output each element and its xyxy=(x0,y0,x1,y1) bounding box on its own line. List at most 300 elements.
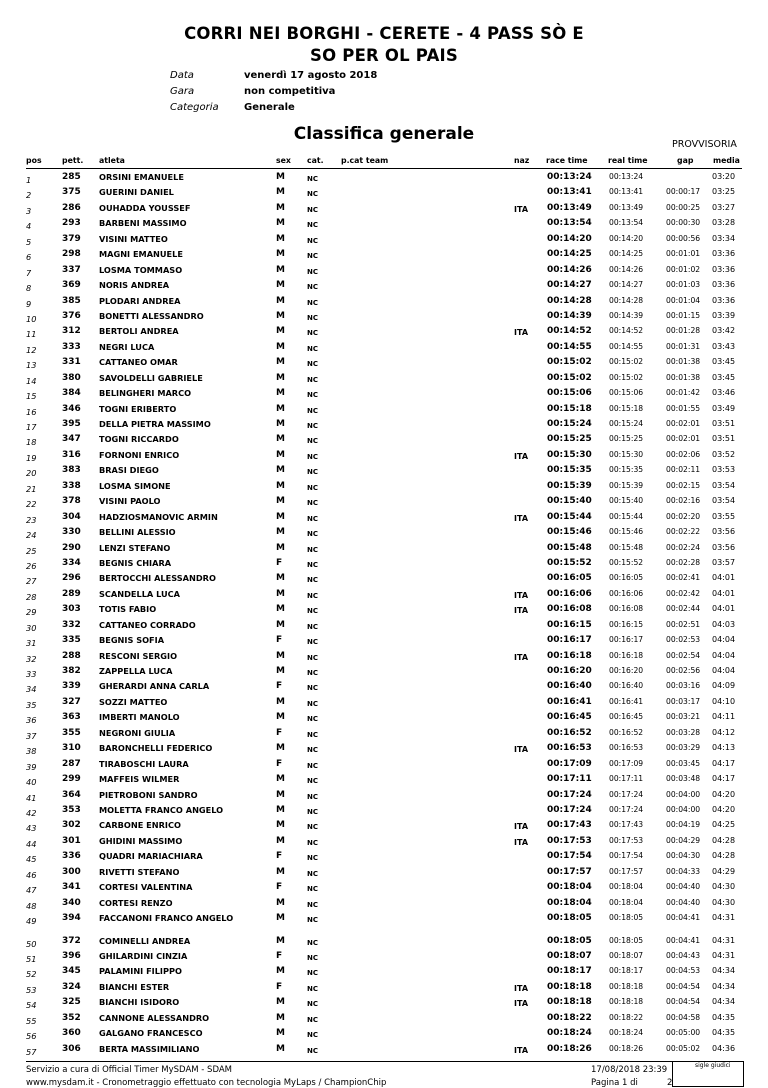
cell-media: 04:35 xyxy=(712,1012,736,1022)
classifica-title: Classifica generale xyxy=(293,124,475,144)
cell-real: 00:18:17 xyxy=(609,966,644,976)
cell-real: 00:14:26 xyxy=(609,264,644,274)
cell-sex: M xyxy=(276,1028,285,1039)
cell-name: GHIDINI MASSIMO xyxy=(99,835,183,846)
cell-naz: ITA xyxy=(514,837,529,847)
cell-cat: NC xyxy=(307,437,318,446)
cell-sex: M xyxy=(276,604,285,615)
cell-gap: 00:02:11 xyxy=(666,465,701,475)
table-row xyxy=(0,218,768,233)
cell-media: 03:45 xyxy=(712,372,736,382)
cell-sex: M xyxy=(276,465,285,476)
cell-cat: NC xyxy=(307,175,318,183)
cell-real: 00:16:20 xyxy=(609,666,644,675)
cell-pett: 340 xyxy=(62,897,81,908)
cell-name: PLODARI ANDREA xyxy=(99,295,181,306)
cell-media: 04:04 xyxy=(712,666,736,675)
cell-pett: 380 xyxy=(62,372,81,383)
cell-pett: 363 xyxy=(62,712,81,723)
cell-gap: 00:02:42 xyxy=(666,588,701,598)
cell-pos: 39 xyxy=(26,761,37,772)
cell-media: 04:28 xyxy=(712,851,736,861)
cell-gap: 00:05:02 xyxy=(666,1043,701,1053)
footer-datetime: 17/08/2018 23:39 xyxy=(591,1065,668,1075)
cell-cat: NC xyxy=(307,699,318,708)
cell-real: 00:15:48 xyxy=(609,542,644,552)
cell-name: LOSMA SIMONE xyxy=(99,480,171,491)
cell-pett: 302 xyxy=(62,820,81,831)
cell-sex: F xyxy=(276,981,283,992)
cell-cat: NC xyxy=(307,969,318,978)
cell-gap: 00:03:48 xyxy=(666,774,701,784)
cell-media: 03:36 xyxy=(712,280,736,290)
table-row xyxy=(0,234,768,249)
table-row xyxy=(0,357,768,372)
cell-sex: M xyxy=(276,997,285,1008)
cell-sex: M xyxy=(276,249,285,260)
cell-race: 00:14:52 xyxy=(547,326,592,337)
header-divider xyxy=(26,168,742,169)
col-sex: sex xyxy=(276,156,291,165)
cell-real: 00:14:52 xyxy=(609,326,644,336)
cell-pett: 372 xyxy=(62,935,81,946)
cell-media: 04:25 xyxy=(712,820,736,830)
cell-media: 03:56 xyxy=(712,527,736,537)
cell-pett: 352 xyxy=(62,1012,81,1023)
cell-cat: NC xyxy=(307,777,318,786)
cell-race: 00:16:52 xyxy=(547,727,592,738)
cell-sex: F xyxy=(276,882,283,893)
cell-cat: NC xyxy=(307,375,318,384)
cell-name: SOZZI MATTEO xyxy=(99,696,168,707)
table-header xyxy=(0,156,768,168)
cell-race: 00:15:35 xyxy=(547,465,592,476)
cell-pett: 339 xyxy=(62,681,81,692)
cell-race: 00:13:41 xyxy=(547,187,592,198)
cell-name: FORNONI ENRICO xyxy=(99,449,180,460)
cell-media: 03:54 xyxy=(712,496,736,506)
cell-sex: M xyxy=(276,388,285,399)
col-pos: pos xyxy=(26,156,42,165)
cell-cat: NC xyxy=(307,792,318,801)
cell-sex: M xyxy=(276,527,285,538)
cell-real: 00:15:44 xyxy=(609,511,644,521)
table-row xyxy=(0,296,768,311)
cell-sex: F xyxy=(276,727,283,738)
cell-race: 00:13:54 xyxy=(547,218,592,229)
cell-name: RESCONI SERGIO xyxy=(99,650,178,661)
cell-media: 04:03 xyxy=(712,619,736,629)
cell-pos: 38 xyxy=(26,746,37,757)
table-row xyxy=(0,966,768,981)
cell-name: CATTANEO CORRADO xyxy=(99,619,196,630)
cell-media: 04:29 xyxy=(712,866,736,876)
table-row xyxy=(0,342,768,357)
cell-real: 00:17:24 xyxy=(609,789,644,799)
cell-gap: 00:04:33 xyxy=(666,866,701,876)
cell-cat: NC xyxy=(307,653,318,662)
cell-sex: M xyxy=(276,696,285,707)
cell-pett: 300 xyxy=(62,866,81,877)
cell-sex: F xyxy=(276,635,283,646)
table-row xyxy=(0,1028,768,1043)
cell-race: 00:16:20 xyxy=(547,666,592,676)
cell-real: 00:13:24 xyxy=(609,172,644,181)
cell-race: 00:15:02 xyxy=(547,372,592,383)
cell-pos: 49 xyxy=(26,916,37,926)
cell-media: 03:25 xyxy=(712,187,736,197)
cell-real: 00:16:45 xyxy=(609,712,644,722)
cell-gap: 00:02:01 xyxy=(666,419,701,428)
cell-name: FACCANONI FRANCO ANGELO xyxy=(99,913,234,923)
cell-media: 04:17 xyxy=(712,758,736,768)
cell-sex: M xyxy=(276,588,285,599)
cell-gap: 00:01:55 xyxy=(666,403,701,413)
cell-sex: M xyxy=(276,202,285,213)
cell-real: 00:15:52 xyxy=(609,557,644,567)
cell-pos: 22 xyxy=(26,499,37,510)
meta-row-gara xyxy=(170,86,377,102)
cell-media: 03:45 xyxy=(712,357,736,367)
col-media: media xyxy=(713,156,740,165)
table-row xyxy=(0,512,768,527)
cell-pos: 21 xyxy=(26,483,37,494)
cell-pett: 286 xyxy=(62,202,81,213)
col-gap: gap xyxy=(677,156,694,165)
cell-name: GHERARDI ANNA CARLA xyxy=(99,681,210,692)
cell-cat: NC xyxy=(307,205,318,214)
cell-race: 00:18:05 xyxy=(547,913,592,923)
cell-pos: 42 xyxy=(26,807,37,818)
cell-race: 00:18:04 xyxy=(547,882,592,893)
cell-sex: M xyxy=(276,1043,285,1054)
cell-race: 00:14:55 xyxy=(547,341,592,352)
footer-page-total: 2 xyxy=(667,1078,673,1088)
cell-pos: 19 xyxy=(26,452,37,463)
cell-sex: M xyxy=(276,573,285,584)
cell-pos: 12 xyxy=(26,344,37,355)
cell-media: 03:53 xyxy=(712,465,736,475)
cell-real: 00:13:54 xyxy=(609,218,644,228)
cell-sex: M xyxy=(276,172,285,182)
meta-value: venerdì 17 agosto 2018 xyxy=(244,70,378,81)
col-cat: cat. xyxy=(307,156,324,165)
cell-sex: M xyxy=(276,310,285,321)
cell-pos: 28 xyxy=(26,591,37,602)
cell-pos: 20 xyxy=(26,468,37,479)
cell-gap: 00:02:56 xyxy=(666,666,701,675)
cell-media: 04:28 xyxy=(712,835,736,845)
cell-gap: 00:04:54 xyxy=(666,981,701,991)
cell-gap: 00:01:02 xyxy=(666,264,701,274)
table-row xyxy=(0,882,768,897)
cell-pos: 31 xyxy=(26,638,37,649)
cell-name: TIRABOSCHI LAURA xyxy=(99,758,189,769)
cell-real: 00:18:07 xyxy=(609,950,644,960)
cell-pos: 25 xyxy=(26,545,37,556)
col-naz: naz xyxy=(514,156,530,165)
cell-gap: 00:02:44 xyxy=(666,604,701,614)
cell-real: 00:14:39 xyxy=(609,310,644,320)
cell-gap: 00:04:00 xyxy=(666,804,701,814)
table-row xyxy=(0,496,768,511)
cell-race: 00:16:08 xyxy=(547,604,592,615)
cell-cat: NC xyxy=(307,530,318,539)
cell-sex: M xyxy=(276,542,285,553)
cell-pett: 337 xyxy=(62,264,81,275)
cell-race: 00:15:39 xyxy=(547,480,592,491)
cell-race: 00:17:53 xyxy=(547,835,592,846)
cell-pos: 30 xyxy=(26,622,37,633)
cell-pett: 341 xyxy=(62,882,81,893)
cell-cat: NC xyxy=(307,468,318,477)
cell-sex: M xyxy=(276,496,285,507)
cell-sex: F xyxy=(276,557,283,568)
cell-real: 00:17:54 xyxy=(609,851,644,861)
cell-sex: M xyxy=(276,511,285,522)
table-row xyxy=(0,712,768,727)
cell-gap: 00:02:01 xyxy=(666,434,701,444)
cell-real: 00:17:11 xyxy=(609,774,644,784)
cell-real: 00:15:25 xyxy=(609,434,644,444)
cell-name: QUADRI MARIACHIARA xyxy=(99,851,203,862)
col-pcat-team: p.cat team xyxy=(341,156,389,165)
cell-real: 00:14:25 xyxy=(609,249,644,259)
cell-gap: 00:01:28 xyxy=(666,326,701,336)
cell-media: 03:36 xyxy=(712,295,736,305)
provvisoria-label: PROVVISORIA xyxy=(672,139,737,150)
cell-pett: 385 xyxy=(62,295,81,306)
cell-gap: 00:00:30 xyxy=(666,218,701,228)
cell-pos: 24 xyxy=(26,530,37,541)
cell-media: 03:51 xyxy=(712,434,736,444)
cell-real: 00:18:22 xyxy=(609,1012,644,1022)
cell-media: 04:01 xyxy=(712,573,736,583)
cell-name: LOSMA TOMMASO xyxy=(99,264,183,275)
cell-sex: M xyxy=(276,187,285,198)
footer-divider xyxy=(26,1061,742,1062)
cell-cat: NC xyxy=(307,236,318,245)
cell-race: 00:15:25 xyxy=(547,434,592,445)
cell-cat: NC xyxy=(307,807,318,816)
cell-pett: 360 xyxy=(62,1028,81,1039)
cell-cat: NC xyxy=(307,576,318,585)
cell-pos: 45 xyxy=(26,854,37,865)
cell-pett: 303 xyxy=(62,604,81,615)
cell-race: 00:15:48 xyxy=(547,542,592,553)
cell-sex: F xyxy=(276,851,283,862)
cell-cat: NC xyxy=(307,684,318,693)
cell-media: 04:11 xyxy=(712,712,736,722)
cell-gap: 00:01:31 xyxy=(666,341,701,351)
cell-sex: M xyxy=(276,480,285,491)
cell-cat: NC xyxy=(307,298,318,307)
cell-gap: 00:04:43 xyxy=(666,950,701,960)
cell-name: HADZIOSMANOVIC ARMIN xyxy=(99,511,218,522)
cell-sex: M xyxy=(276,666,285,676)
cell-race: 00:16:41 xyxy=(547,696,592,707)
cell-pos: 46 xyxy=(26,869,37,880)
cell-media: 03:46 xyxy=(712,388,736,398)
cell-race: 00:17:11 xyxy=(547,774,592,785)
cell-cat: NC xyxy=(307,344,318,353)
cell-gap: 00:02:54 xyxy=(666,650,701,660)
cell-race: 00:15:24 xyxy=(547,419,592,429)
table-row xyxy=(0,265,768,280)
cell-gap: 00:02:16 xyxy=(666,496,701,506)
cell-gap: 00:01:15 xyxy=(666,310,701,320)
cell-sex: M xyxy=(276,743,285,754)
table-row xyxy=(0,743,768,758)
cell-naz: ITA xyxy=(514,999,529,1009)
cell-naz: ITA xyxy=(514,328,529,338)
cell-race: 00:17:24 xyxy=(547,789,592,800)
cell-real: 00:16:40 xyxy=(609,681,644,691)
cell-cat: NC xyxy=(307,607,318,616)
cell-gap: 00:02:22 xyxy=(666,527,701,537)
cell-race: 00:17:54 xyxy=(547,851,592,862)
cell-pett: 378 xyxy=(62,496,81,507)
cell-cat: NC xyxy=(307,391,318,400)
cell-media: 03:51 xyxy=(712,419,736,428)
cell-name: GUERINI DANIEL xyxy=(99,187,174,198)
table-row xyxy=(0,898,768,913)
cell-sex: M xyxy=(276,712,285,723)
meta-value: Generale xyxy=(244,102,295,113)
cell-cat: NC xyxy=(307,252,318,261)
cell-pett: 334 xyxy=(62,557,81,568)
cell-pos: 13 xyxy=(26,360,37,371)
cell-media: 04:20 xyxy=(712,789,736,799)
cell-pett: 338 xyxy=(62,480,81,491)
cell-media: 04:01 xyxy=(712,588,736,598)
cell-media: 04:31 xyxy=(712,913,736,922)
cell-gap: 00:04:00 xyxy=(666,789,701,799)
cell-pos: 35 xyxy=(26,699,37,710)
cell-gap: 00:03:16 xyxy=(666,681,701,691)
cell-race: 00:18:18 xyxy=(547,981,592,992)
cell-name: VISINI MATTEO xyxy=(99,233,168,244)
cell-cat: NC xyxy=(307,669,318,677)
cell-race: 00:18:17 xyxy=(547,966,592,977)
cell-gap: 00:01:38 xyxy=(666,357,701,367)
cell-real: 00:17:09 xyxy=(609,758,644,768)
cell-gap: 00:00:17 xyxy=(666,187,701,197)
cell-sex: M xyxy=(276,835,285,846)
cell-race: 00:16:05 xyxy=(547,573,592,584)
cell-real: 00:18:04 xyxy=(609,897,644,907)
cell-name: CARBONE ENRICO xyxy=(99,820,181,831)
cell-real: 00:18:24 xyxy=(609,1028,644,1038)
cell-media: 03:57 xyxy=(712,557,736,567)
cell-cat: NC xyxy=(307,591,318,600)
footer-website: www.mysdam.it - Cronometraggio effettuato con tecnologia MyLaps / ChampionChip xyxy=(26,1078,387,1088)
cell-cat: NC xyxy=(307,483,318,492)
cell-real: 00:16:05 xyxy=(609,573,644,583)
cell-gap: 00:01:04 xyxy=(666,295,701,305)
meta-value: non competitiva xyxy=(244,86,336,97)
cell-race: 00:14:20 xyxy=(547,233,592,244)
cell-real: 00:15:18 xyxy=(609,403,644,413)
cell-pos: 43 xyxy=(26,823,37,834)
cell-pos: 53 xyxy=(26,984,37,995)
table-row xyxy=(0,982,768,997)
table-row xyxy=(0,1044,768,1059)
cell-real: 00:16:06 xyxy=(609,588,644,598)
cell-naz: ITA xyxy=(514,1045,529,1055)
cell-pett: 296 xyxy=(62,573,81,584)
cell-sex: M xyxy=(276,295,285,306)
cell-pett: 304 xyxy=(62,511,81,522)
cell-sex: M xyxy=(276,218,285,229)
cell-name: NORIS ANDREA xyxy=(99,280,170,291)
cell-sex: M xyxy=(276,280,285,291)
table-row xyxy=(0,666,768,681)
cell-pos: 36 xyxy=(26,715,37,726)
cell-real: 00:18:26 xyxy=(609,1043,644,1053)
cell-pett: 316 xyxy=(62,449,81,460)
cell-race: 00:14:27 xyxy=(547,280,592,291)
table-row xyxy=(0,604,768,619)
cell-media: 03:42 xyxy=(712,326,736,336)
table-row xyxy=(0,573,768,588)
table-row xyxy=(0,404,768,419)
cell-pos: 10 xyxy=(26,313,37,324)
cell-real: 00:16:18 xyxy=(609,650,644,660)
meta-key: Gara xyxy=(170,86,195,97)
cell-name: BEGNIS CHIARA xyxy=(99,557,172,568)
col-real-time: real time xyxy=(608,156,648,165)
cell-name: SAVOLDELLI GABRIELE xyxy=(99,372,203,383)
cell-real: 00:15:02 xyxy=(609,357,644,367)
table-row xyxy=(0,187,768,202)
cell-pos: 2 xyxy=(26,190,32,201)
cell-sex: M xyxy=(276,233,285,244)
cell-naz: ITA xyxy=(514,606,529,616)
cell-name: GHILARDINI CINZIA xyxy=(99,950,188,961)
cell-name: BEGNIS SOFIA xyxy=(99,635,165,646)
cell-real: 00:15:30 xyxy=(609,449,644,459)
cell-sex: M xyxy=(276,966,285,977)
cell-sex: M xyxy=(276,326,285,337)
table-row xyxy=(0,759,768,774)
cell-name: ZAPPELLA LUCA xyxy=(99,666,173,676)
cell-name: MOLETTA FRANCO ANGELO xyxy=(99,804,224,815)
cell-media: 03:54 xyxy=(712,480,736,490)
cell-pett: 298 xyxy=(62,249,81,260)
cell-sex: M xyxy=(276,619,285,630)
cell-media: 04:36 xyxy=(712,1043,736,1053)
cell-gap: 00:04:41 xyxy=(666,913,701,922)
cell-pos: 8 xyxy=(26,283,32,294)
cell-name: BIANCHI ISIDORO xyxy=(99,997,180,1008)
cell-name: SCANDELLA LUCA xyxy=(99,588,181,599)
cell-race: 00:15:52 xyxy=(547,557,592,568)
cell-media: 03:34 xyxy=(712,233,736,243)
cell-pos: 3 xyxy=(26,205,32,216)
cell-pos: 40 xyxy=(26,777,37,788)
cell-media: 04:34 xyxy=(712,966,736,976)
cell-real: 00:16:15 xyxy=(609,619,644,629)
cell-pett: 355 xyxy=(62,727,81,738)
cell-media: 03:56 xyxy=(712,542,736,552)
cell-gap: 00:00:56 xyxy=(666,233,701,243)
cell-gap: 00:01:38 xyxy=(666,372,701,382)
cell-pos: 57 xyxy=(26,1046,37,1057)
cell-pos: 34 xyxy=(26,684,37,695)
cell-real: 00:17:43 xyxy=(609,820,644,830)
cell-sex: M xyxy=(276,789,285,800)
